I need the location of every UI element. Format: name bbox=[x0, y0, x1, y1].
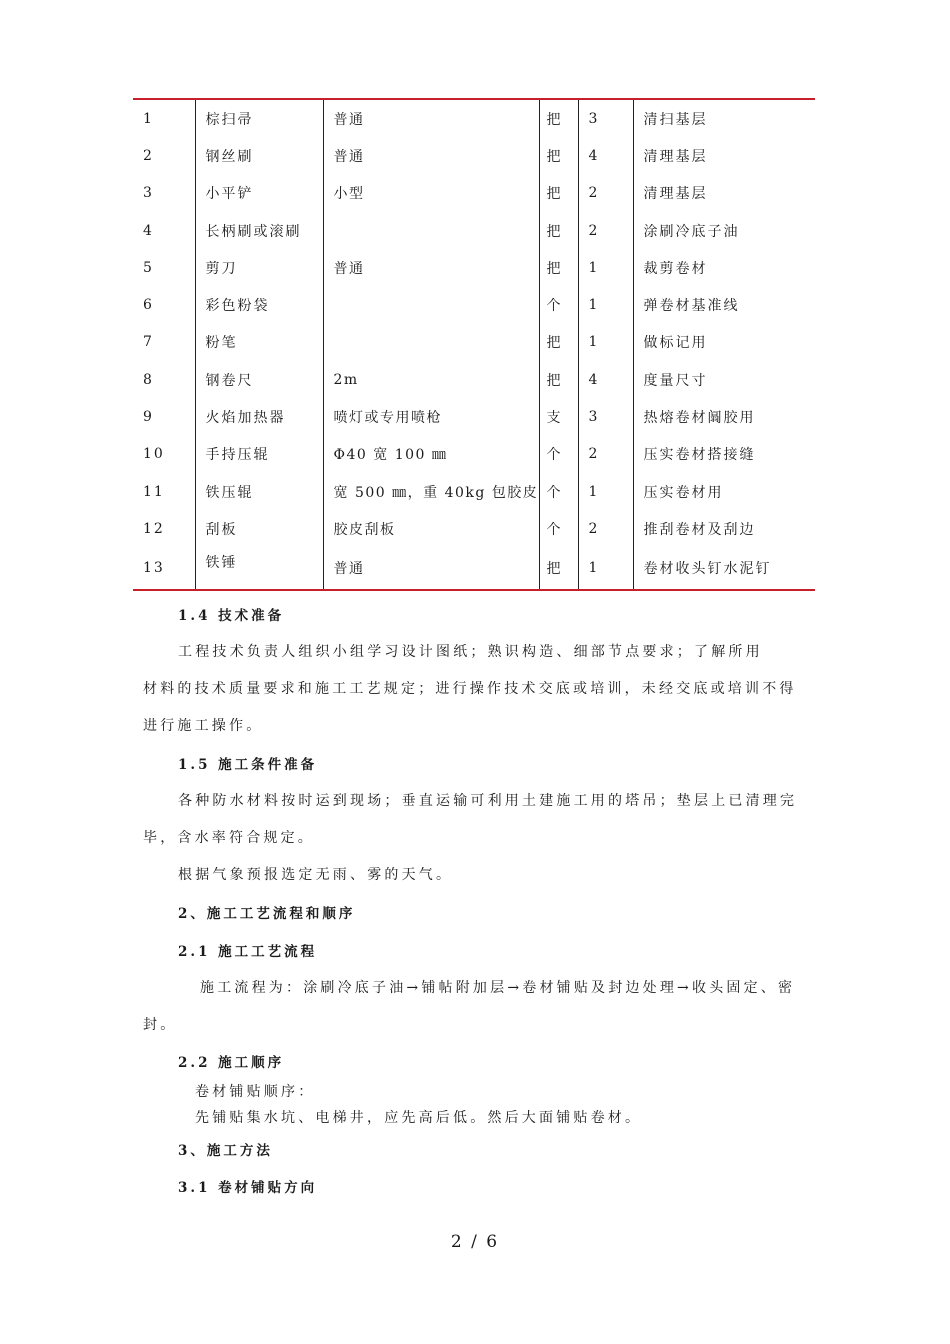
tool-spec-cell: 宽 500 ㎜，重 40kg 包胶皮 bbox=[323, 473, 539, 510]
tool-spec-cell bbox=[323, 324, 539, 361]
purpose-cell: 清扫基层 bbox=[633, 99, 815, 137]
table-row bbox=[133, 99, 815, 137]
table-row bbox=[133, 510, 815, 547]
tool-spec-cell: 胶皮刮板 bbox=[323, 510, 539, 547]
section-1-5-para-line2: 毕，含水率符合规定。 bbox=[143, 830, 315, 846]
purpose-cell: 裁剪卷材 bbox=[633, 249, 815, 286]
purpose-cell: 热熔卷材阘胶用 bbox=[633, 398, 815, 435]
tool-spec-cell: 小型 bbox=[323, 175, 539, 212]
purpose-cell: 涂刷冷底子油 bbox=[633, 212, 815, 249]
quantity-cell: 1 bbox=[578, 473, 633, 510]
section-2-title: 2、施工工艺流程和顺序 bbox=[178, 906, 356, 922]
row-number-cell: 13 bbox=[143, 560, 165, 577]
tool-name-cell: 棕扫帚 bbox=[195, 99, 323, 137]
tools-table bbox=[133, 98, 815, 591]
unit-cell: 个 bbox=[539, 286, 578, 323]
table-row bbox=[133, 212, 815, 249]
tool-name-cell: 手持压辊 bbox=[195, 436, 323, 473]
row-number-cell: 1 bbox=[143, 110, 154, 127]
tool-name-cell: 钢丝刷 bbox=[195, 137, 323, 174]
table-row bbox=[133, 361, 815, 398]
tool-name-cell: 粉笔 bbox=[195, 324, 323, 361]
tool-spec-cell: 2m bbox=[323, 361, 539, 398]
table-row bbox=[133, 473, 815, 510]
row-number-cell: 12 bbox=[143, 520, 165, 537]
unit-cell: 把 bbox=[539, 361, 578, 398]
section-2-1-para-line2: 封。 bbox=[143, 1017, 178, 1033]
tool-spec-cell: 普通 bbox=[323, 99, 539, 137]
quantity-cell: 1 bbox=[578, 249, 633, 286]
row-number-cell: 6 bbox=[143, 297, 154, 314]
unit-cell: 个 bbox=[539, 436, 578, 473]
table-row bbox=[133, 548, 815, 590]
unit-cell: 把 bbox=[539, 324, 578, 361]
quantity-cell: 2 bbox=[578, 212, 633, 249]
page-number: 2 / 6 bbox=[450, 1232, 500, 1252]
quantity-cell: 4 bbox=[578, 137, 633, 174]
tool-name-cell: 钢卷尺 bbox=[195, 361, 323, 398]
section-1-4-para-line1: 工程技术负责人组织小组学习设计图纸；熟识构造、细部节点要求；了解所用 bbox=[178, 644, 763, 660]
purpose-cell: 清理基层 bbox=[633, 175, 815, 212]
tool-name-cell: 长柄刷或滚刷 bbox=[195, 212, 323, 249]
tool-spec-cell: 普通 bbox=[323, 249, 539, 286]
section-2-2-title: 2.2 施工顺序 bbox=[178, 1055, 285, 1071]
purpose-cell: 做标记用 bbox=[633, 324, 815, 361]
row-number-cell: 8 bbox=[143, 371, 154, 388]
tool-spec-cell: 喷灯或专用喷枪 bbox=[323, 398, 539, 435]
quantity-cell: 2 bbox=[578, 510, 633, 547]
section-2-2-para-line2: 先铺贴集水坑、电梯井，应先高后低。然后大面铺贴卷材。 bbox=[195, 1110, 643, 1126]
row-number-cell: 9 bbox=[143, 409, 154, 426]
tool-name-cell: 火焰加热器 bbox=[195, 398, 323, 435]
row-number-cell: 11 bbox=[143, 483, 165, 500]
quantity-cell: 3 bbox=[578, 398, 633, 435]
unit-cell: 支 bbox=[539, 398, 578, 435]
row-number-cell: 7 bbox=[143, 334, 154, 351]
purpose-cell: 度量尺寸 bbox=[633, 361, 815, 398]
section-3-title: 3、施工方法 bbox=[178, 1143, 273, 1159]
unit-cell: 个 bbox=[539, 510, 578, 547]
row-number-cell: 10 bbox=[143, 446, 165, 463]
quantity-cell: 3 bbox=[578, 99, 633, 137]
section-1-5-para-line1: 各种防水材料按时运到现场；垂直运输可利用土建施工用的塔吊；垫层上已清理完 bbox=[178, 793, 798, 809]
tool-spec-cell: 普通 bbox=[323, 137, 539, 174]
tool-spec-cell: 普通 bbox=[323, 548, 539, 590]
purpose-cell: 压实卷材搭接缝 bbox=[633, 436, 815, 473]
quantity-cell: 4 bbox=[578, 361, 633, 398]
section-1-4-para-line3: 进行施工操作。 bbox=[143, 718, 264, 734]
table-row bbox=[133, 175, 815, 212]
table-row bbox=[133, 436, 815, 473]
table-row bbox=[133, 324, 815, 361]
tool-name-cell: 刮板 bbox=[195, 510, 323, 547]
quantity-cell: 1 bbox=[578, 548, 633, 590]
unit-cell: 个 bbox=[539, 473, 578, 510]
row-number-cell: 2 bbox=[143, 147, 154, 164]
table-row bbox=[133, 398, 815, 435]
unit-cell: 把 bbox=[539, 249, 578, 286]
table-row bbox=[133, 286, 815, 323]
purpose-cell: 弹卷材基准线 bbox=[633, 286, 815, 323]
tool-spec-cell bbox=[323, 286, 539, 323]
quantity-cell: 2 bbox=[578, 436, 633, 473]
row-number-cell: 5 bbox=[143, 259, 154, 276]
quantity-cell: 1 bbox=[578, 286, 633, 323]
tool-spec-cell: Φ40 宽 100 ㎜ bbox=[323, 436, 539, 473]
section-2-2-para-line1: 卷材铺贴顺序： bbox=[195, 1084, 316, 1100]
unit-cell: 把 bbox=[539, 99, 578, 137]
unit-cell: 把 bbox=[539, 137, 578, 174]
row-number-cell: 4 bbox=[143, 222, 154, 239]
section-3-1-title: 3.1 卷材铺贴方向 bbox=[178, 1180, 318, 1196]
section-1-5-para-line3: 根据气象预报选定无雨、雾的天气。 bbox=[178, 867, 454, 883]
unit-cell: 把 bbox=[539, 212, 578, 249]
tools-table-body bbox=[133, 99, 815, 590]
purpose-cell: 清理基层 bbox=[633, 137, 815, 174]
section-2-1-para-line1: 施工流程为：涂刷冷底子油→铺帖附加层→卷材铺贴及封边处理→收头固定、密 bbox=[200, 980, 796, 996]
section-1-4-title: 1.4 技术准备 bbox=[178, 608, 285, 624]
table-row bbox=[133, 137, 815, 174]
quantity-cell: 2 bbox=[578, 175, 633, 212]
purpose-cell: 推刮卷材及刮边 bbox=[633, 510, 815, 547]
section-1-5-title: 1.5 施工条件准备 bbox=[178, 757, 318, 773]
row-number-cell: 3 bbox=[143, 185, 154, 202]
tool-name-cell: 铁锤 bbox=[195, 548, 323, 590]
tool-spec-cell bbox=[323, 212, 539, 249]
unit-cell: 把 bbox=[539, 175, 578, 212]
purpose-cell: 卷材收头钉水泥钉 bbox=[633, 548, 815, 590]
section-2-1-title: 2.1 施工工艺流程 bbox=[178, 944, 318, 960]
purpose-cell: 压实卷材用 bbox=[633, 473, 815, 510]
unit-cell: 把 bbox=[539, 548, 578, 590]
tool-name-cell: 彩色粉袋 bbox=[195, 286, 323, 323]
tool-name-cell: 铁压辊 bbox=[195, 473, 323, 510]
section-1-4-para-line2: 材料的技术质量要求和施工工艺规定；进行操作技术交底或培训，未经交底或培训不得 bbox=[143, 681, 797, 697]
tool-name-cell: 剪刀 bbox=[195, 249, 323, 286]
quantity-cell: 1 bbox=[578, 324, 633, 361]
tool-name-cell: 小平铲 bbox=[195, 175, 323, 212]
table-row bbox=[133, 249, 815, 286]
